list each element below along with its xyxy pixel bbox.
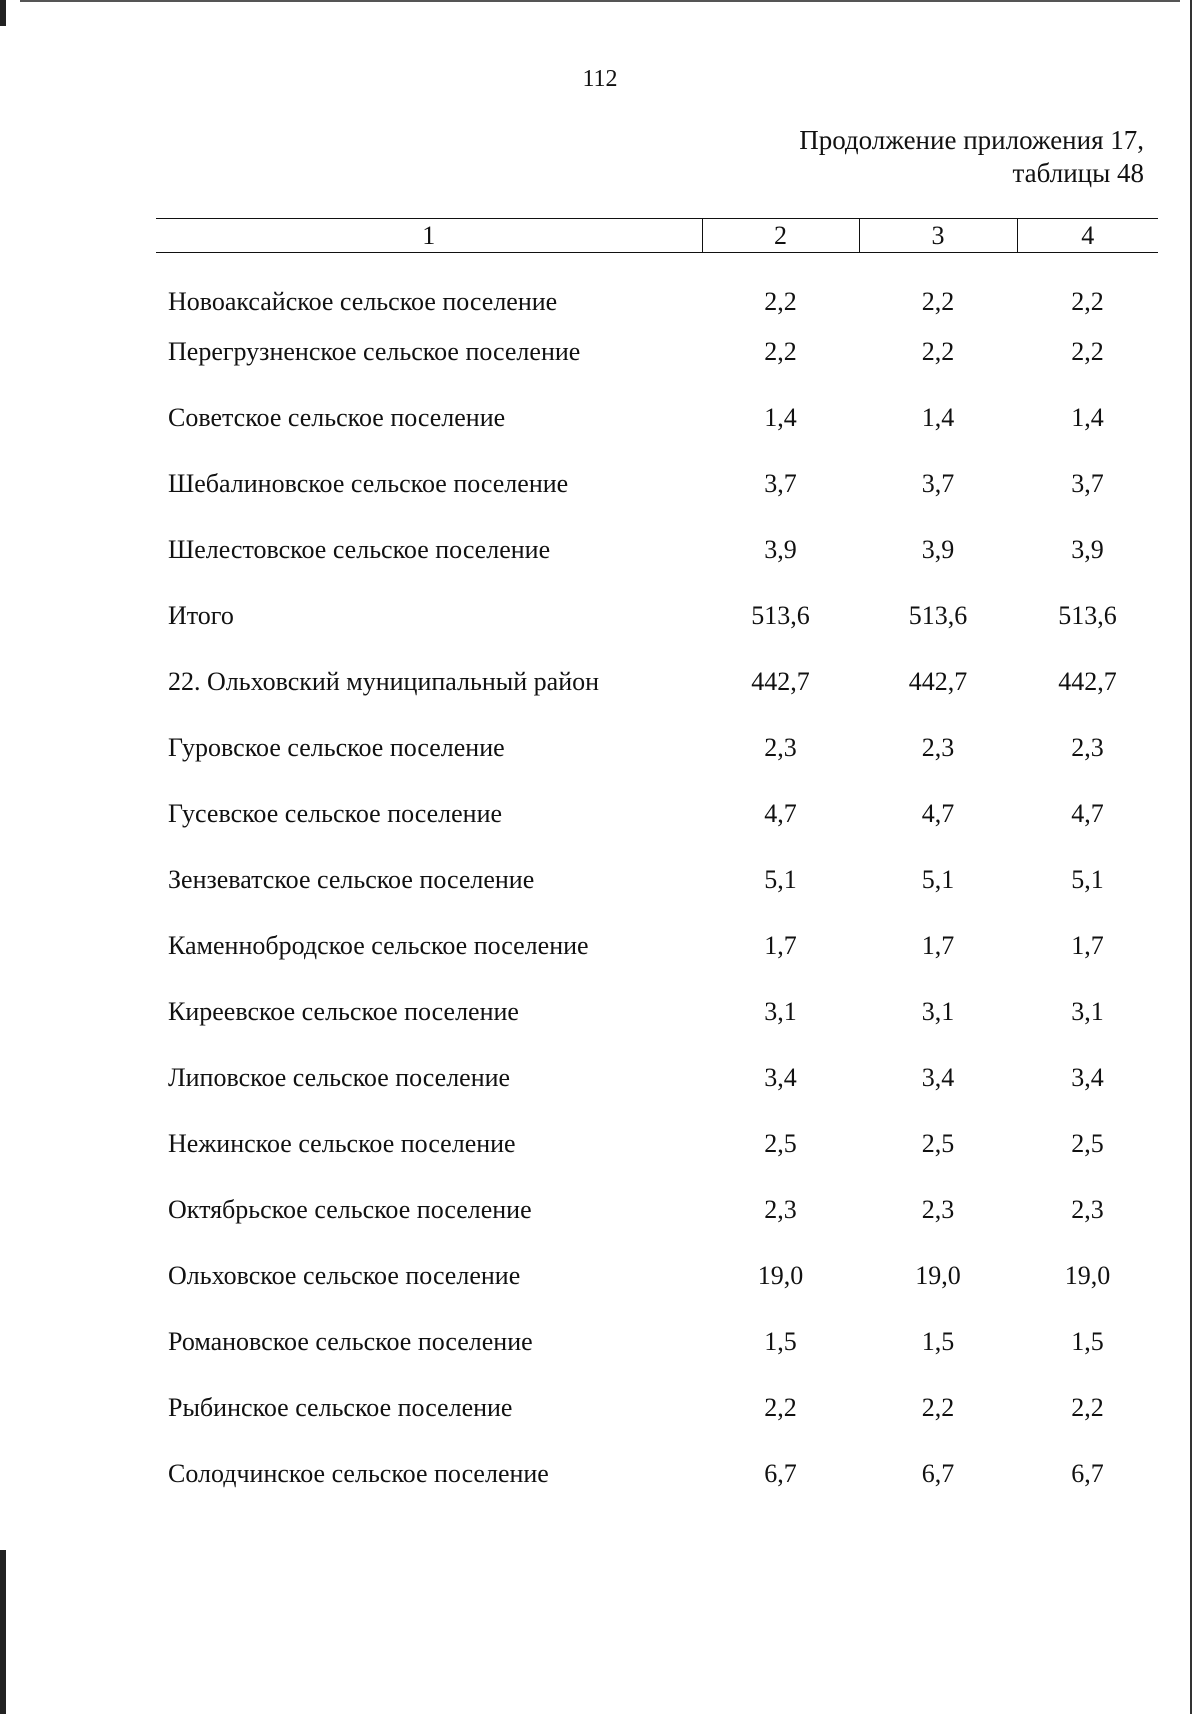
continuation-note xyxy=(799,124,1144,190)
row-value-cell-col3: 442,7 xyxy=(908,667,968,696)
table-row xyxy=(156,583,1158,649)
row-value-cell-col2: 2,2 xyxy=(764,1393,797,1422)
table-row xyxy=(156,517,1158,583)
data-table xyxy=(156,218,1158,1507)
row-value-cell-col4: 4,7 xyxy=(1071,799,1104,828)
row-name-cell: Романовское сельское поселение xyxy=(168,1327,533,1356)
row-value-cell-col3: 1,4 xyxy=(921,403,955,432)
scan-left-edge-mark xyxy=(0,1550,6,1714)
row-name-cell: Каменнобродское сельское поселение xyxy=(168,931,589,960)
row-name-cell: Киреевское сельское поселение xyxy=(168,997,519,1026)
row-value-cell-col3: 5,1 xyxy=(921,865,955,894)
page-number: 112 xyxy=(582,66,618,92)
row-value-cell-col2: 3,7 xyxy=(764,469,797,498)
scan-left-edge-mark xyxy=(0,0,6,26)
row-name-cell: Зензеватское сельское поселение xyxy=(168,865,535,894)
row-value-cell-col3: 2,2 xyxy=(921,337,955,366)
row-value-cell-col2: 3,9 xyxy=(764,535,797,564)
row-name-cell: Новоаксайское сельское поселение xyxy=(168,286,558,316)
row-value-cell-col3: 3,1 xyxy=(921,997,955,1026)
scan-top-edge xyxy=(20,0,1180,2)
table-row xyxy=(156,1177,1158,1243)
row-value-cell-col3: 1,5 xyxy=(921,1327,955,1356)
column-header: 2 xyxy=(702,219,859,253)
continuation-note-line2: таблицы 48 xyxy=(1012,158,1144,188)
row-name-cell: Октябрьское сельское поселение xyxy=(168,1195,532,1224)
table-body xyxy=(156,253,1158,1508)
row-name-cell: Перегрузненское сельское поселение xyxy=(168,337,581,366)
row-value-cell-col3: 2,3 xyxy=(921,733,955,762)
table-header xyxy=(156,219,1158,253)
row-value-cell-col3: 3,9 xyxy=(921,535,955,564)
column-header: 3 xyxy=(859,219,1017,253)
row-value-cell-col4: 3,7 xyxy=(1071,469,1104,498)
table-row xyxy=(156,1441,1158,1507)
column-header: 1 xyxy=(156,219,702,253)
table-header-row xyxy=(156,219,1158,253)
table-row xyxy=(156,1309,1158,1375)
row-value-cell-col2: 3,4 xyxy=(764,1063,797,1092)
row-value-cell-col2: 513,6 xyxy=(751,601,810,630)
row-value-cell-col4: 2,3 xyxy=(1071,733,1104,762)
table-row xyxy=(156,913,1158,979)
row-value-cell-col4: 442,7 xyxy=(1058,667,1117,696)
row-value-cell-col4: 2,2 xyxy=(1071,1393,1104,1422)
row-name-cell: Липовское сельское поселение xyxy=(168,1063,511,1092)
row-value-cell-col4: 2,3 xyxy=(1071,1195,1104,1224)
row-name-cell: Шебалиновское сельское поселение xyxy=(168,469,569,498)
row-value-cell-col4: 6,7 xyxy=(1071,1459,1104,1488)
row-value-cell-col2: 4,7 xyxy=(764,799,797,828)
row-value-cell-col4: 1,4 xyxy=(1071,403,1104,432)
row-value-cell-col2: 1,7 xyxy=(764,931,797,960)
table-row xyxy=(156,1375,1158,1441)
row-name-cell: Рыбинское сельское поселение xyxy=(168,1393,513,1422)
row-value-cell-col3: 4,7 xyxy=(921,799,955,828)
row-value-cell-col3: 3,4 xyxy=(921,1063,955,1092)
table-row xyxy=(156,649,1158,715)
continuation-note-line1: Продолжение приложения 17, xyxy=(799,125,1144,155)
row-value-cell-col2: 5,1 xyxy=(764,865,797,894)
row-value-cell-col2: 1,4 xyxy=(764,403,797,432)
row-value-cell-col4: 1,5 xyxy=(1071,1327,1104,1356)
row-name-cell: Нежинское сельское поселение xyxy=(168,1129,516,1158)
row-value-cell-col2: 19,0 xyxy=(757,1261,804,1290)
row-value-cell-col2: 2,2 xyxy=(764,286,797,316)
row-value-cell-col3: 2,3 xyxy=(921,1195,955,1224)
table-row xyxy=(156,385,1158,451)
row-value-cell-col2: 3,1 xyxy=(764,997,797,1026)
row-value-cell-col3: 513,6 xyxy=(908,601,968,630)
table-row xyxy=(156,715,1158,781)
row-value-cell-col4: 5,1 xyxy=(1071,865,1104,894)
table-row xyxy=(156,319,1158,385)
row-name-cell: Ольховское сельское поселение xyxy=(168,1261,521,1290)
row-value-cell-col3: 2,5 xyxy=(921,1129,955,1158)
row-value-cell-col3: 2,2 xyxy=(921,286,955,316)
row-name-cell: Советское сельское поселение xyxy=(168,403,506,432)
table-row xyxy=(156,1243,1158,1309)
column-header: 4 xyxy=(1017,219,1158,253)
row-value-cell-col2: 1,5 xyxy=(764,1327,797,1356)
row-value-cell-col3: 3,7 xyxy=(921,469,955,498)
table-row xyxy=(156,847,1158,913)
scan-right-edge xyxy=(1190,0,1192,1714)
row-value-cell-col4: 3,1 xyxy=(1071,997,1104,1026)
row-value-cell-col2: 2,5 xyxy=(764,1129,797,1158)
row-value-cell-col3: 2,2 xyxy=(921,1393,955,1422)
row-name-cell: Итого xyxy=(168,601,234,630)
row-name-cell: Гусевское сельское поселение xyxy=(168,799,503,828)
row-name-cell: Гуровское сельское поселение xyxy=(168,733,505,762)
table-row xyxy=(156,1111,1158,1177)
row-value-cell-col2: 442,7 xyxy=(751,667,810,696)
table-row xyxy=(156,781,1158,847)
row-value-cell-col4: 3,4 xyxy=(1071,1063,1104,1092)
row-value-cell-col4: 19,0 xyxy=(1064,1261,1111,1290)
row-value-cell-col3: 19,0 xyxy=(915,1261,961,1290)
row-name-cell: Шелестовское сельское поселение xyxy=(168,535,551,564)
row-value-cell-col4: 2,5 xyxy=(1071,1129,1104,1158)
row-value-cell-col4: 1,7 xyxy=(1071,931,1104,960)
row-value-cell-col2: 6,7 xyxy=(764,1459,797,1488)
row-value-cell-col2: 2,2 xyxy=(764,337,797,366)
row-value-cell-col3: 1,7 xyxy=(921,931,955,960)
table-row xyxy=(156,979,1158,1045)
row-value-cell-col4: 2,2 xyxy=(1071,337,1104,366)
row-value-cell-col4: 2,2 xyxy=(1071,286,1104,316)
row-value-cell-col2: 2,3 xyxy=(764,1195,797,1224)
row-value-cell-col3: 6,7 xyxy=(921,1459,955,1488)
row-name-cell: Солодчинское сельское поселение xyxy=(168,1459,549,1488)
table-row xyxy=(156,253,1158,320)
row-value-cell-col4: 3,9 xyxy=(1071,535,1104,564)
row-value-cell-col2: 2,3 xyxy=(764,733,797,762)
table-row xyxy=(156,1045,1158,1111)
row-value-cell-col4: 513,6 xyxy=(1058,601,1117,630)
table-row xyxy=(156,451,1158,517)
row-name-cell: 22. Ольховский муниципальный район xyxy=(168,667,600,696)
